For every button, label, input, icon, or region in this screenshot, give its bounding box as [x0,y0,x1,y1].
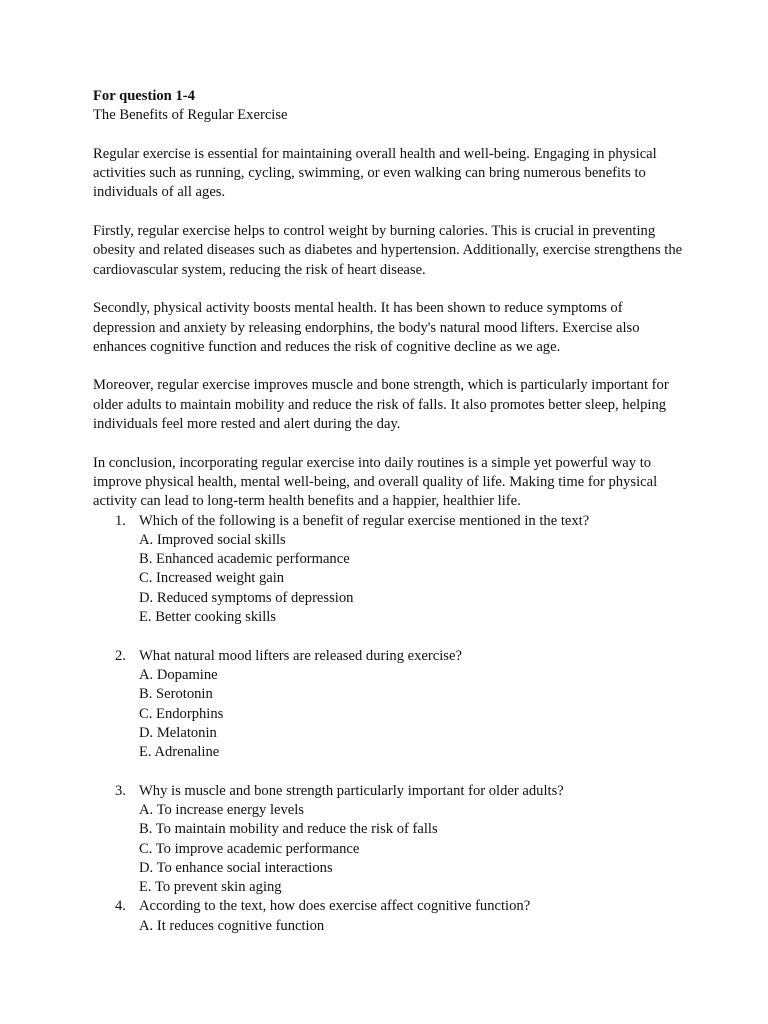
option-list [139,666,683,762]
option-item: C. Increased weight gain [139,570,285,587]
option-list [139,531,683,627]
option-item: A. To increase energy levels [139,801,304,818]
passage-title: The Benefits of Regular Exercise [93,107,288,124]
option-item: E. To prevent skin aging [139,879,282,896]
question-item-2 [93,647,683,763]
option-item: D. To enhance social interactions [139,859,333,876]
question-number: 1. [115,512,126,529]
question-item-3 [93,782,683,898]
option-item: C. Endorphins [139,705,224,722]
question-range-heading: For question 1-4 [93,88,195,104]
option-item: A. Dopamine [139,666,218,683]
option-list [139,917,683,936]
paragraph-conclusion: In conclusion, incorporating regular exercise into daily routines is a simple yet powerful way to improve physical health, mental well-being, and overall quality of life. Making time for physical activity can lead to long-term health benefits and a happier, healthier life. [93,454,658,510]
option-item: D. Melatonin [139,724,217,741]
option-item: B. Enhanced academic performance [139,551,350,568]
option-item: B. Serotonin [139,686,213,703]
paragraph-muscle-bone: Moreover, regular exercise improves muscle and bone strength, which is particularly important for older adults to maintain mobility and reduce the risk of falls. It also promotes better sleep, helping individuals feel more rested and alert during the day. [93,377,669,433]
paragraph-mental-health: Secondly, physical activity boosts mental health. It has been shown to reduce symptoms of depression and anxiety by releasing endorphins, the body's natural mood lifters. Exercise also enhances cognitive function and reduces the risk of cognitive decline as we age. [93,300,640,355]
question-list [93,512,683,937]
option-item: A. It reduces cognitive function [139,917,325,934]
option-item: B. To maintain mobility and reduce the risk of falls [139,821,438,838]
document-page [93,87,683,936]
question-number: 2. [115,647,126,664]
paragraph-intro: Regular exercise is essential for maintaining overall health and well-being. Engaging in physical activities such as running, cycling, swimming, or even walking can bring numerous benefits to individuals of all ages. [93,145,657,201]
option-list [139,801,683,897]
question-item-4 [93,897,683,936]
question-text: Which of the following is a benefit of regular exercise mentioned in the text? [139,512,590,529]
question-text: What natural mood lifters are released during exercise? [139,647,462,664]
question-text: According to the text, how does exercise affect cognitive function? [139,898,531,915]
option-item: C. To improve academic performance [139,840,360,857]
paragraph-weight: Firstly, regular exercise helps to control weight by burning calories. This is crucial in preventing obesity and related diseases such as diabetes and hypertension. Additionally, exercise strengthens the cardiovascular system, reducing the risk of heart disease. [93,223,683,278]
question-item-1 [93,512,683,628]
option-item: E. Adrenaline [139,744,220,761]
option-item: A. Improved social skills [139,531,286,548]
question-number: 4. [115,898,126,915]
option-item: D. Reduced symptoms of depression [139,589,354,606]
question-number: 3. [115,782,126,799]
question-text: Why is muscle and bone strength particularly important for older adults? [139,782,564,799]
option-item: E. Better cooking skills [139,609,277,626]
